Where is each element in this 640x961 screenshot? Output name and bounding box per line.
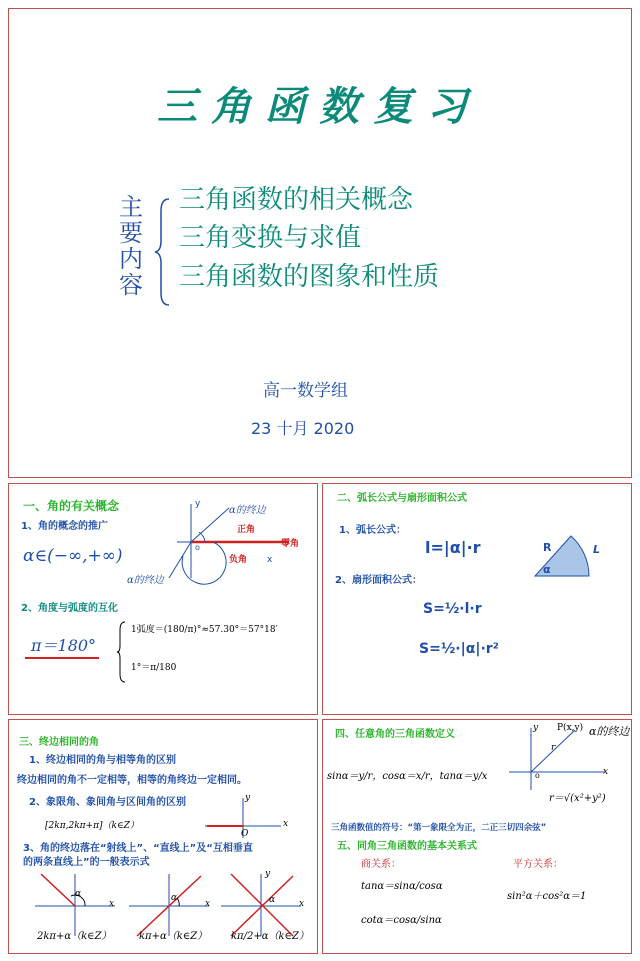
radian-conversion: 1弧度＝(180/π)°≈57.30°＝57°18′: [131, 625, 278, 635]
panel-arc-formulas: [322, 483, 632, 715]
positive-angle-label: 正角: [237, 525, 256, 535]
axis-y: y: [533, 723, 539, 733]
axis-x: x: [603, 767, 609, 777]
square-label: 平方关系：: [513, 859, 563, 870]
vertical-label-char: 主: [119, 193, 143, 221]
trig-definitions: sinα＝y/r，cosα＝x/r，tanα＝y/x: [327, 771, 488, 782]
angle-range: α∈(−∞,+∞): [23, 546, 123, 566]
line-alpha: α: [171, 893, 178, 903]
axis-x-label: x: [267, 555, 273, 565]
terminal-side-label: α的终边: [589, 725, 630, 738]
pi-equation: π＝180°: [31, 636, 97, 655]
point-label: P(x,y): [557, 723, 584, 733]
vertical-label-char: 内: [119, 245, 143, 273]
axis-y-label: y: [195, 499, 201, 509]
zero-angle-label: 零角: [281, 539, 300, 549]
content-item-3: 三角函数的图象和性质: [179, 262, 440, 292]
section-five-heading: 五、同角三角函数的基本关系式: [337, 841, 477, 852]
small-axis-y: y: [245, 793, 251, 803]
negative-angle-label: 负角: [229, 555, 248, 565]
content-item-2: 三角变换与求值: [179, 223, 362, 253]
perp-axis-x: x: [299, 899, 305, 909]
panel1-heading: 一、角的有关概念: [23, 499, 120, 513]
vertical-label-char: 要: [119, 219, 143, 247]
r-label: r: [551, 743, 556, 753]
quotient-label: 商关系：: [361, 859, 401, 870]
r-formula: r＝√(x²+y²): [549, 793, 606, 804]
panel2-sub1: 1、弧长公式：: [339, 525, 406, 536]
pi-underline: [25, 657, 99, 659]
perp-expression: kπ/2+α（k∈Z）: [231, 931, 309, 942]
content-vertical-label: [119, 195, 149, 299]
panel2-heading: 二、弧长公式与扇形面积公式: [337, 493, 467, 504]
alpha-terminal-label-2: α的终边: [127, 575, 164, 586]
vertical-label-char: 容: [119, 271, 143, 299]
small-axis-x: x: [283, 819, 289, 829]
ray-diagram: [35, 872, 119, 936]
origin-label: o: [195, 543, 200, 552]
panel3-sub2: 2、象限角、象间角与区间角的区别: [29, 797, 186, 808]
line-axis-x: x: [205, 899, 211, 909]
perpendicular-lines-diagram: [221, 869, 305, 936]
origin-o: o: [535, 771, 540, 780]
interval-expression: [2kπ,2kπ+π]（k∈Z）: [45, 821, 139, 831]
brace-icon: [117, 620, 127, 684]
square-relation: sin²α＋cos²α＝1: [507, 891, 587, 902]
angle-label: α: [543, 563, 551, 576]
group-name: 高一数学组: [263, 381, 348, 401]
alpha-terminal-label: α的终边: [229, 505, 266, 516]
panel2-sub2: 2、扇形面积公式：: [335, 575, 422, 586]
panel3-note: 终边相同的角不一定相等，相等的角终边一定相同。: [17, 775, 247, 786]
panel1-sub1: 1、角的概念的推广: [21, 521, 108, 532]
perp-alpha: α: [269, 895, 276, 905]
arc-length-formula: l=|α|·r: [425, 538, 481, 557]
sign-rule: 三角函数值的符号：“第一象限全为正，二正三切四余弦”: [331, 823, 547, 833]
perp-axis-y: y: [265, 869, 271, 879]
radius-label: R: [543, 541, 552, 554]
degree-conversion: 1°＝π/180: [131, 663, 177, 673]
title-slide: [8, 8, 632, 478]
sector-area-formula-2: S=½·|α|·r²: [419, 641, 499, 657]
ray-axis-x: x: [109, 899, 115, 909]
panel3-sub3b: 的两条直线上”的一般表示式: [23, 857, 150, 868]
panel1-sub2: 2、角度与弧度的互化: [21, 603, 118, 614]
tan-relation: tanα＝sinα/cosα: [361, 881, 443, 892]
small-origin: O: [241, 829, 249, 839]
content-item-1: 三角函数的相关概念: [179, 185, 414, 215]
line-expression: kπ+α（k∈Z）: [139, 931, 208, 942]
line-diagram: [129, 872, 213, 936]
arc-label: L: [593, 543, 601, 556]
slide-title: 三角函数复习: [157, 83, 481, 130]
cot-relation: cotα＝cosα/sinα: [361, 915, 442, 926]
panel-trig-definitions: [322, 719, 632, 954]
panel3-sub3a: 3、角的终边落在“射线上”、“直线上”及“互相垂直: [23, 843, 253, 854]
panel3-sub1: 1、终边相同的角与相等角的区别: [29, 755, 176, 766]
date: 23 十月 2020: [251, 419, 355, 438]
panel3-heading: 三、终边相同的角: [19, 737, 99, 748]
panel-coterminal-angles: [8, 719, 318, 954]
panel-angle-concepts: [8, 483, 318, 715]
panel4-heading: 四、任意角的三角函数定义: [335, 729, 455, 740]
ray-alpha: α: [75, 889, 82, 899]
brace-icon: [155, 197, 175, 307]
ray-expression: 2kπ+α（k∈Z）: [37, 931, 112, 942]
sector-area-formula-1: S=½·l·r: [423, 601, 482, 617]
